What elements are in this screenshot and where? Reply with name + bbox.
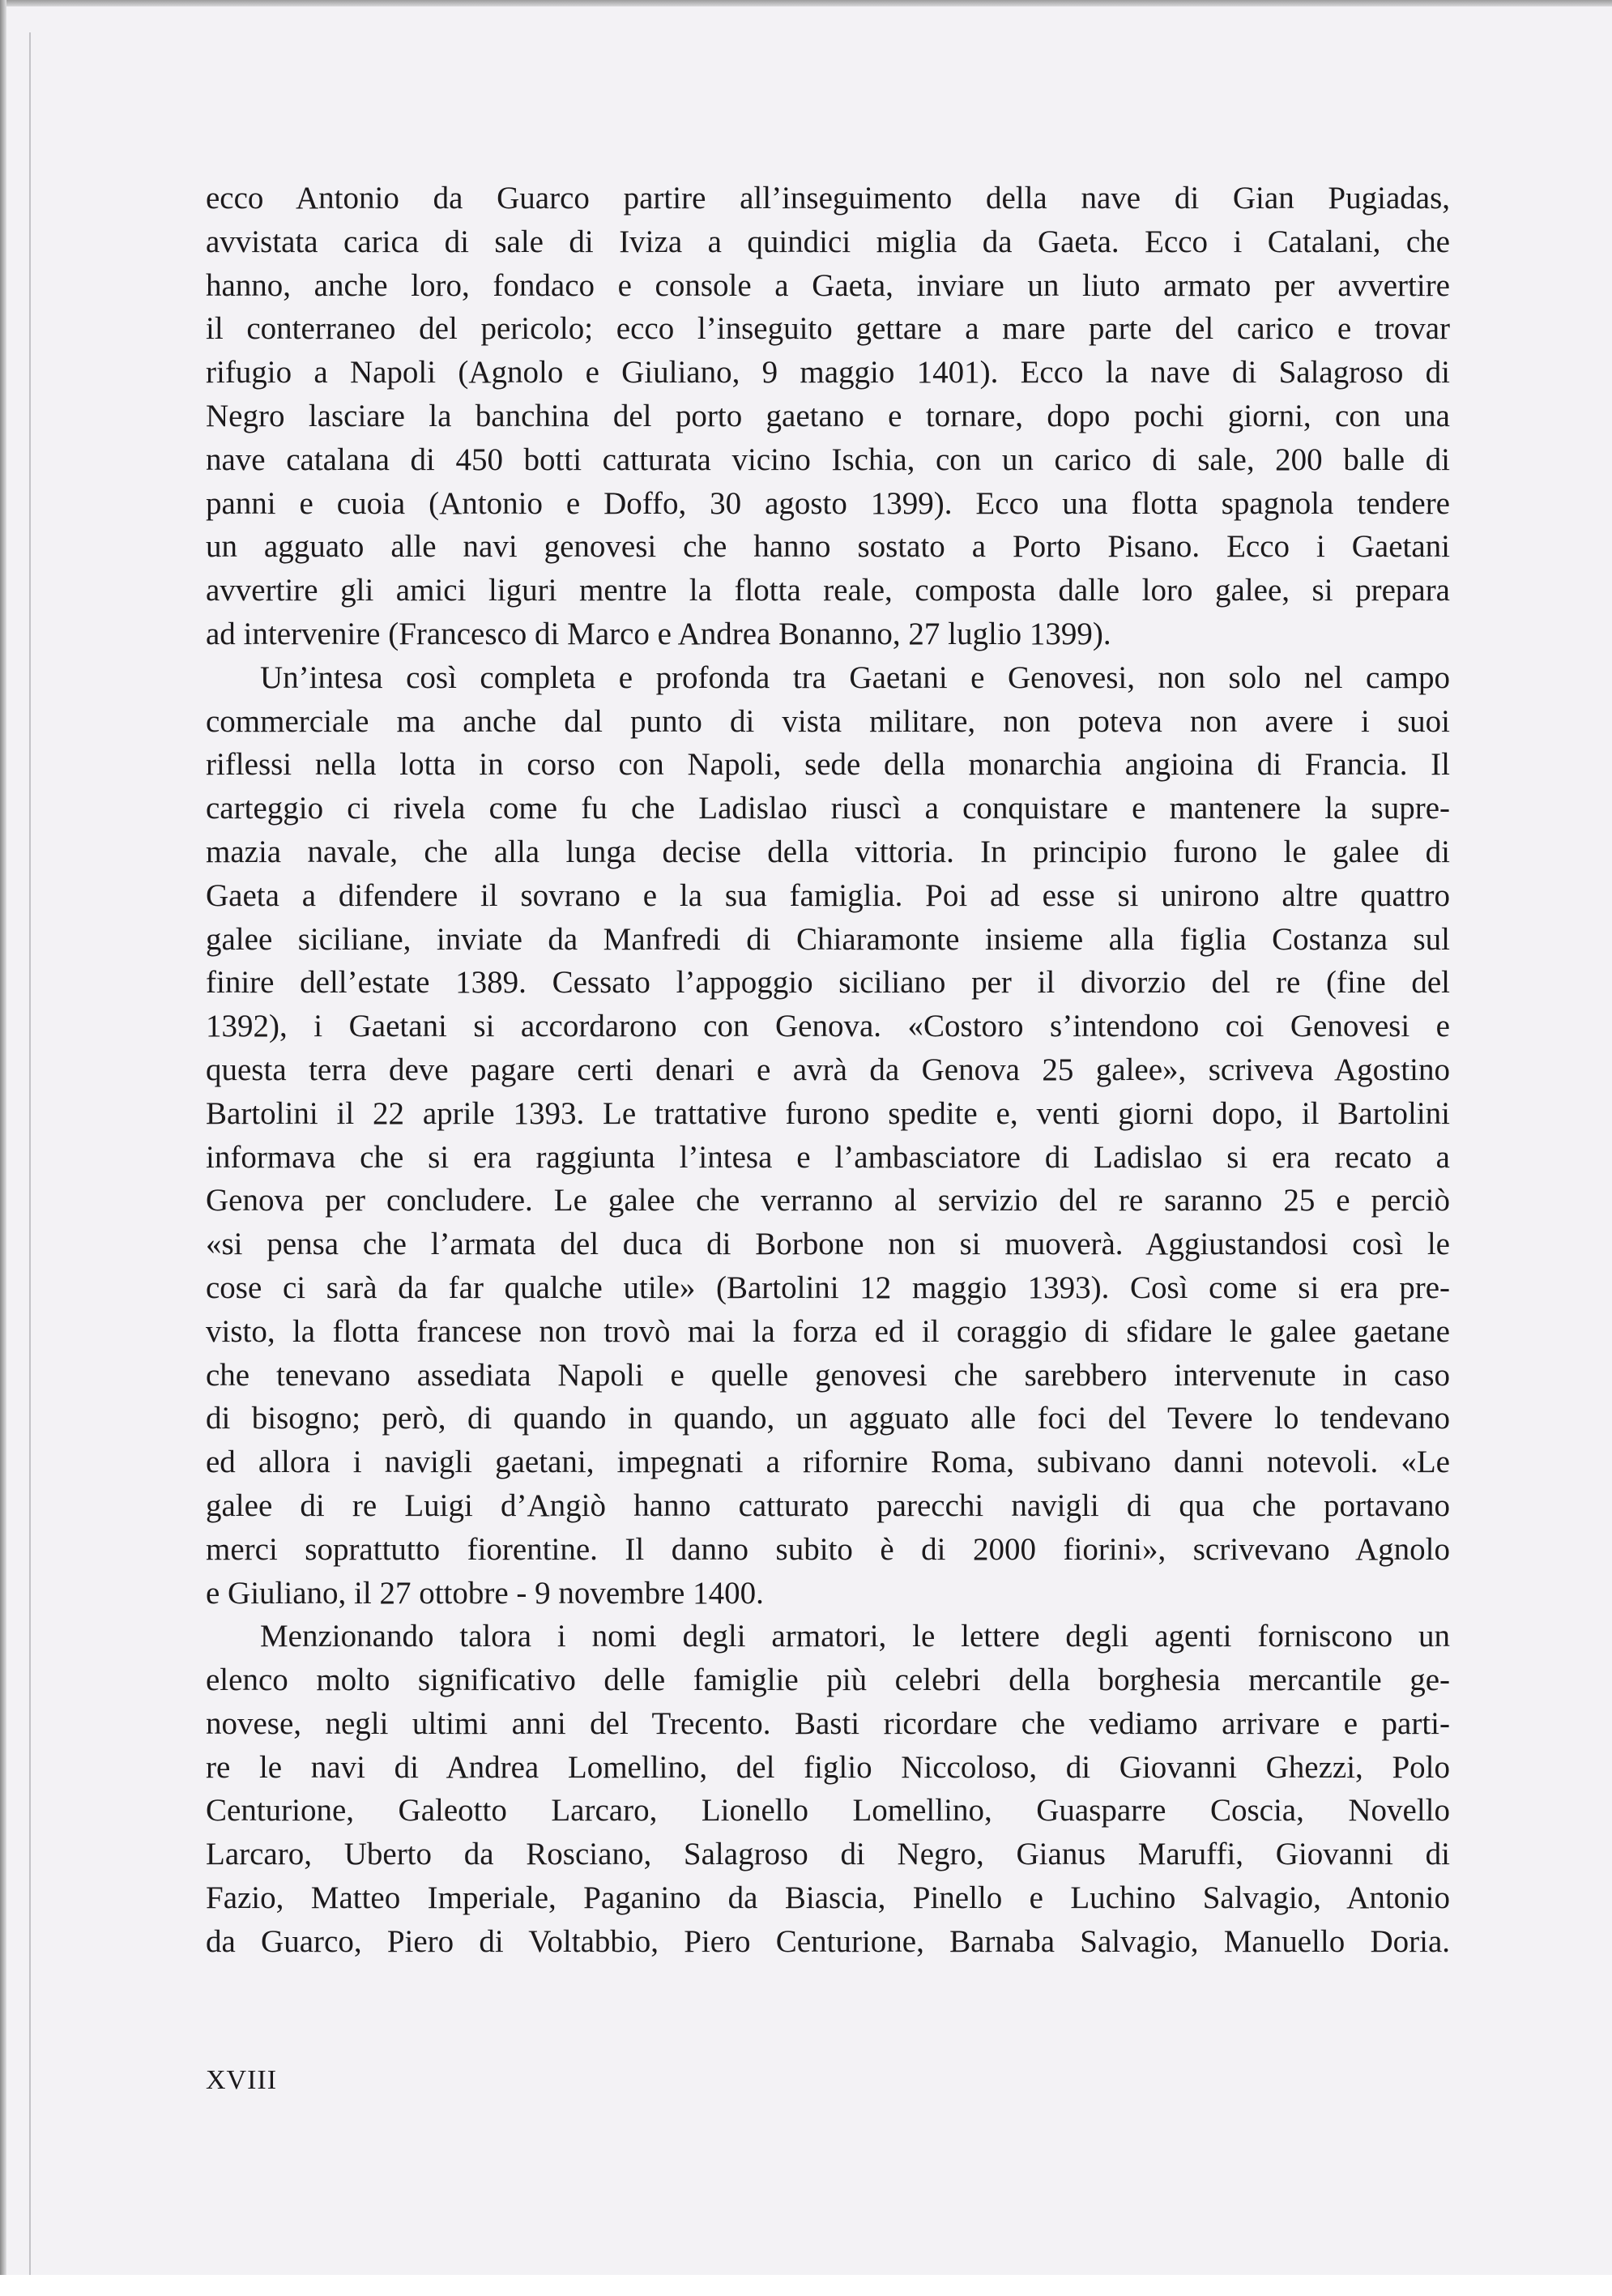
page-number: XVIII: [206, 2065, 278, 2095]
scan-left-edge: [0, 0, 6, 2275]
text-line: Gaeta a difendere il sovrano e la sua famiglia. Poi ad esse si unirono altre quattro: [206, 877, 1450, 913]
text-line: panni e cuoia (Antonio e Doffo, 30 agosto 1399). Ecco una flotta spagnola tendere: [206, 485, 1450, 521]
text-line: un agguato alle navi genovesi che hanno sostato a Porto Pisano. Ecco i Gaetani: [206, 529, 1450, 565]
paragraph-2: [206, 656, 1450, 1615]
text-line: ed allora i navigli gaetani, impegnati a rifornire Roma, subivano danni notevoli. «Le: [206, 1445, 1450, 1480]
text-line: questa terra deve pagare certi denari e avrà da Genova 25 galee», scriveva Agostino: [206, 1052, 1450, 1087]
text-line: Bartolini il 22 aprile 1393. Le trattative furono spedite e, venti giorni dopo, il Bartolini: [206, 1095, 1450, 1131]
text-line: galee di re Luigi d’Angiò hanno catturato parecchi navigli di qua che portavano: [206, 1487, 1450, 1523]
text-line: commerciale ma anche dal punto di vista militare, non poteva non avere i suoi: [206, 703, 1450, 739]
text-line: che tenevano assediata Napoli e quelle genovesi che sarebbero intervenute in caso: [206, 1357, 1450, 1393]
paragraph-3: [206, 1615, 1450, 1963]
text-line: finire dell’estate 1389. Cessato l’appoggio siciliano per il divorzio del re (fine del: [206, 965, 1450, 1001]
text-line: Fazio, Matteo Imperiale, Paganino da Biascia, Pinello e Luchino Salvagio, Antonio: [206, 1880, 1450, 1916]
text-line: da Guarco, Piero di Voltabbio, Piero Centurione, Barnaba Salvagio, Manuello Doria.: [206, 1923, 1450, 1959]
page-border-line: [29, 32, 31, 2275]
paragraph-1: [206, 177, 1450, 656]
text-line: Un’intesa così completa e profonda tra Gaetani e Genovesi, non solo nel campo: [260, 659, 1450, 695]
text-line: il conterraneo del pericolo; ecco l’inseguito gettare a mare parte del carico e trovar: [206, 311, 1450, 347]
text-line: rifugio a Napoli (Agnolo e Giuliano, 9 maggio 1401). Ecco la nave di Salagroso di: [206, 355, 1450, 390]
text-line: Larcaro, Uberto da Rosciano, Salagroso di Negro, Gianus Maruffi, Giovanni di: [206, 1837, 1450, 1872]
text-line: galee siciliane, inviate da Manfredi di Chiaramonte insieme alla figlia Costanza sul: [206, 921, 1450, 957]
text-line: riflessi nella lotta in corso con Napoli, sede della monarchia angioina di Francia. Il: [206, 747, 1450, 783]
text-line: Centurione, Galeotto Larcaro, Lionello Lomellino, Guasparre Coscia, Novello: [206, 1793, 1450, 1829]
text-line: ad intervenire (Francesco di Marco e Andrea Bonanno, 27 luglio 1399).: [206, 616, 1111, 651]
scan-top-edge: [0, 0, 1612, 6]
text-line: novese, negli ultimi anni del Trecento. Basti ricordare che vediamo arrivare e parti-: [206, 1705, 1450, 1741]
text-line: Negro lasciare la banchina del porto gaetano e tornare, dopo pochi giorni, con una: [206, 398, 1450, 433]
text-line: merci soprattutto fiorentine. Il danno subito è di 2000 fiorini», scrivevano Agnolo: [206, 1531, 1450, 1567]
text-line: 1392), i Gaetani si accordarono con Genova. «Costoro s’intendono coi Genovesi e: [206, 1009, 1450, 1044]
text-line: avvertire gli amici liguri mentre la flotta reale, composta dalle loro galee, si prepara: [206, 573, 1450, 608]
body-text: [206, 177, 1450, 1964]
text-line: elenco molto significativo delle famiglie più celebri della borghesia mercantile ge-: [206, 1662, 1450, 1698]
text-line: informava che si era raggiunta l’intesa e l’ambasciatore di Ladislao si era recato a: [206, 1139, 1450, 1175]
text-line: ecco Antonio da Guarco partire all’inseguimento della nave di Gian Pugiadas,: [206, 181, 1450, 216]
text-line: visto, la flotta francese non trovò mai la forza ed il coraggio di sfidare le galee gaetane: [206, 1313, 1450, 1349]
text-line: carteggio ci rivela come fu che Ladislao riuscì a conquistare e mantenere la supre-: [206, 791, 1450, 826]
text-line: hanno, anche loro, fondaco e console a Gaeta, inviare un liuto armato per avvertire: [206, 267, 1450, 303]
text-line: di bisogno; però, di quando in quando, un agguato alle foci del Tevere lo tendevano: [206, 1401, 1450, 1436]
text-line: mazia navale, che alla lunga decise della vittoria. In principio furono le galee di: [206, 834, 1450, 869]
text-line: Genova per concludere. Le galee che verranno al servizio del re saranno 25 e perciò: [206, 1183, 1450, 1218]
text-line: re le navi di Andrea Lomellino, del figlio Niccoloso, di Giovanni Ghezzi, Polo: [206, 1749, 1450, 1785]
text-line: nave catalana di 450 botti catturata vicino Ischia, con un carico di sale, 200 balle di: [206, 442, 1450, 477]
text-line: «si pensa che l’armata del duca di Borbone non si muoverà. Aggiustandosi così le: [206, 1227, 1450, 1262]
text-line: avvistata carica di sale di Iviza a quindici miglia da Gaeta. Ecco i Catalani, che: [206, 224, 1450, 259]
text-line: e Giuliano, il 27 ottobre - 9 novembre 1400.: [206, 1575, 764, 1611]
text-line: Menzionando talora i nomi degli armatori, le lettere degli agenti forniscono un: [260, 1619, 1450, 1654]
text-line: cose ci sarà da far qualche utile» (Bartolini 12 maggio 1393). Così come si era pre-: [206, 1270, 1450, 1305]
